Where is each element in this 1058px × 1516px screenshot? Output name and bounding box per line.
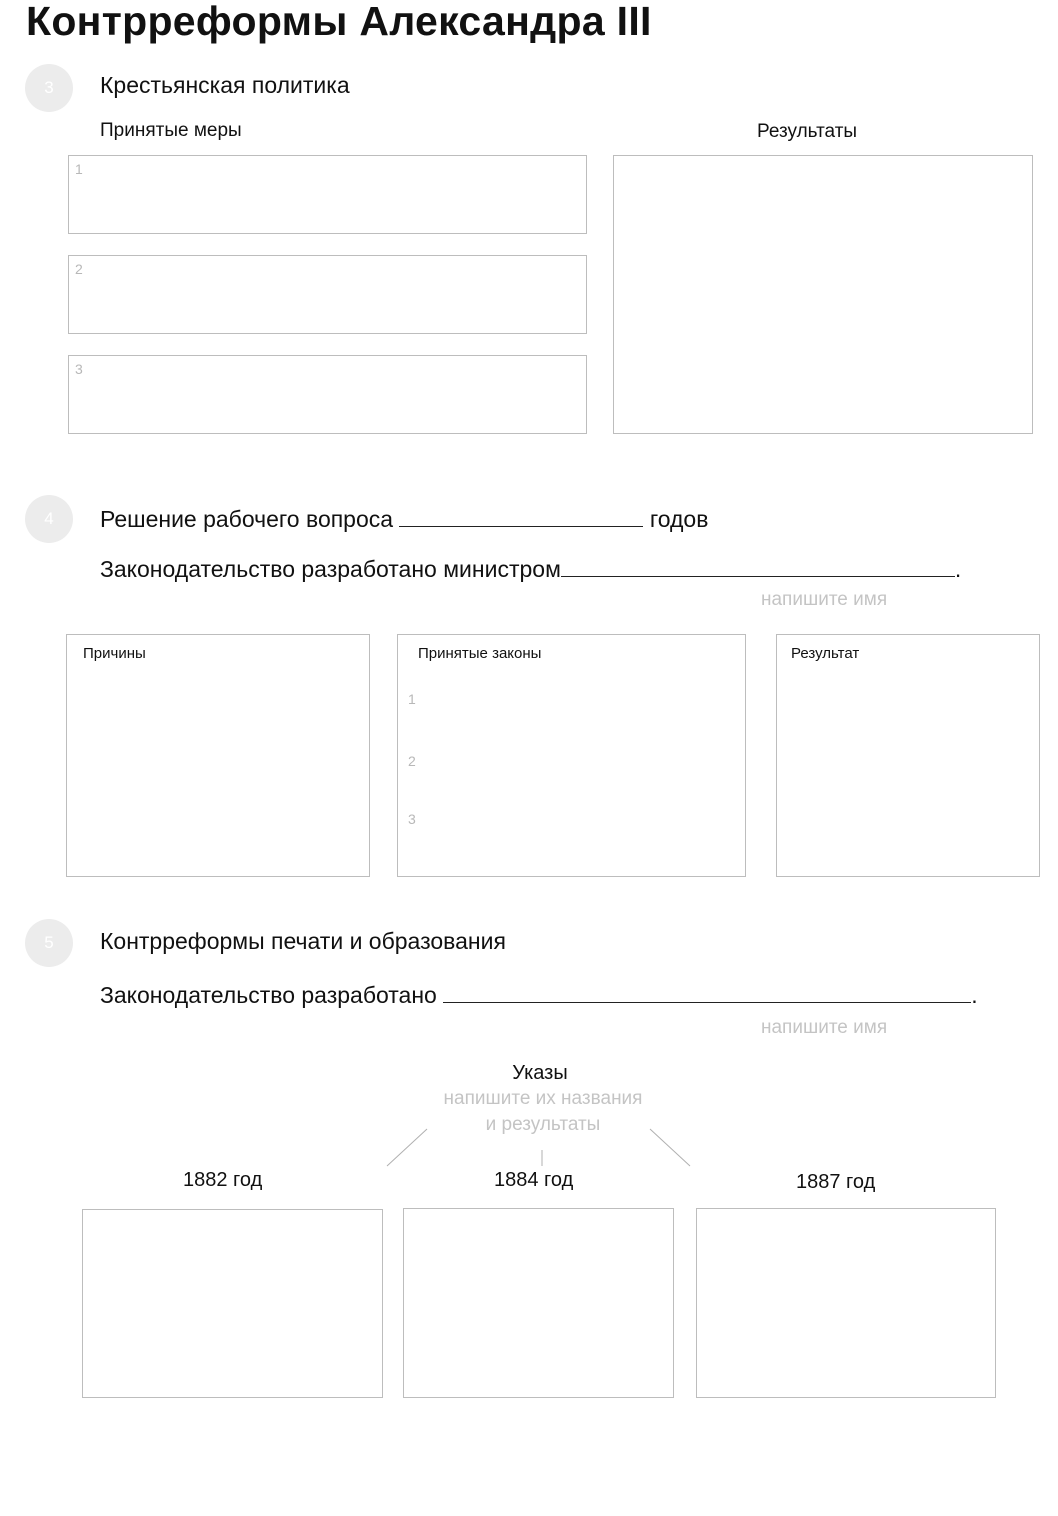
decree-1887-input-box[interactable] bbox=[696, 1208, 996, 1398]
results-label: Результаты bbox=[757, 121, 858, 142]
measures-label: Принятые меры bbox=[100, 120, 242, 141]
decree-1882-input-box[interactable] bbox=[82, 1209, 383, 1398]
law-number-3: 3 bbox=[408, 811, 416, 827]
section-3-number-badge: 3 bbox=[25, 64, 73, 112]
press-line-prefix: Законодательство разработано bbox=[100, 982, 437, 1008]
causes-label: Причины bbox=[83, 645, 146, 662]
section-5-number-badge: 5 bbox=[25, 919, 73, 967]
minister-line-period: . bbox=[954, 556, 962, 582]
law-number-1: 1 bbox=[408, 691, 416, 707]
connector-line-left bbox=[387, 1129, 427, 1166]
section-4-number-badge: 4 bbox=[25, 495, 73, 543]
decrees-hint-line-1: напишите их названия bbox=[443, 1088, 643, 1109]
decrees-label: Указы bbox=[512, 1062, 568, 1084]
year-label-1887: 1887 год bbox=[796, 1171, 876, 1193]
measure-number-2: 2 bbox=[75, 261, 83, 277]
press-line-period: . bbox=[971, 982, 978, 1008]
year-label-1884: 1884 год bbox=[494, 1169, 574, 1191]
connector-line-right bbox=[650, 1129, 690, 1166]
section-3-title: Крестьянская политика bbox=[100, 72, 350, 98]
decree-1884-input-box[interactable] bbox=[403, 1208, 674, 1398]
page-title: Контрреформы Александра III bbox=[26, 0, 652, 44]
minister-line-prefix: Законодательство разработано министром bbox=[100, 556, 561, 582]
measure-number-3: 3 bbox=[75, 361, 83, 377]
decrees-hint-line-2: и результаты bbox=[485, 1114, 601, 1135]
minister-name-hint: напишите имя bbox=[761, 589, 888, 610]
law-number-2: 2 bbox=[408, 753, 416, 769]
author-name-hint: напишите имя bbox=[761, 1017, 888, 1038]
result-label: Результат bbox=[791, 645, 860, 662]
section-5-title: Контрреформы печати и образования bbox=[100, 928, 506, 954]
year-label-1882: 1882 год bbox=[183, 1169, 263, 1191]
workers-question-suffix: годов bbox=[649, 506, 709, 532]
laws-label: Принятые законы bbox=[418, 645, 542, 662]
workers-question-prefix: Решение рабочего вопроса bbox=[100, 506, 394, 532]
measure-number-1: 1 bbox=[75, 161, 83, 177]
